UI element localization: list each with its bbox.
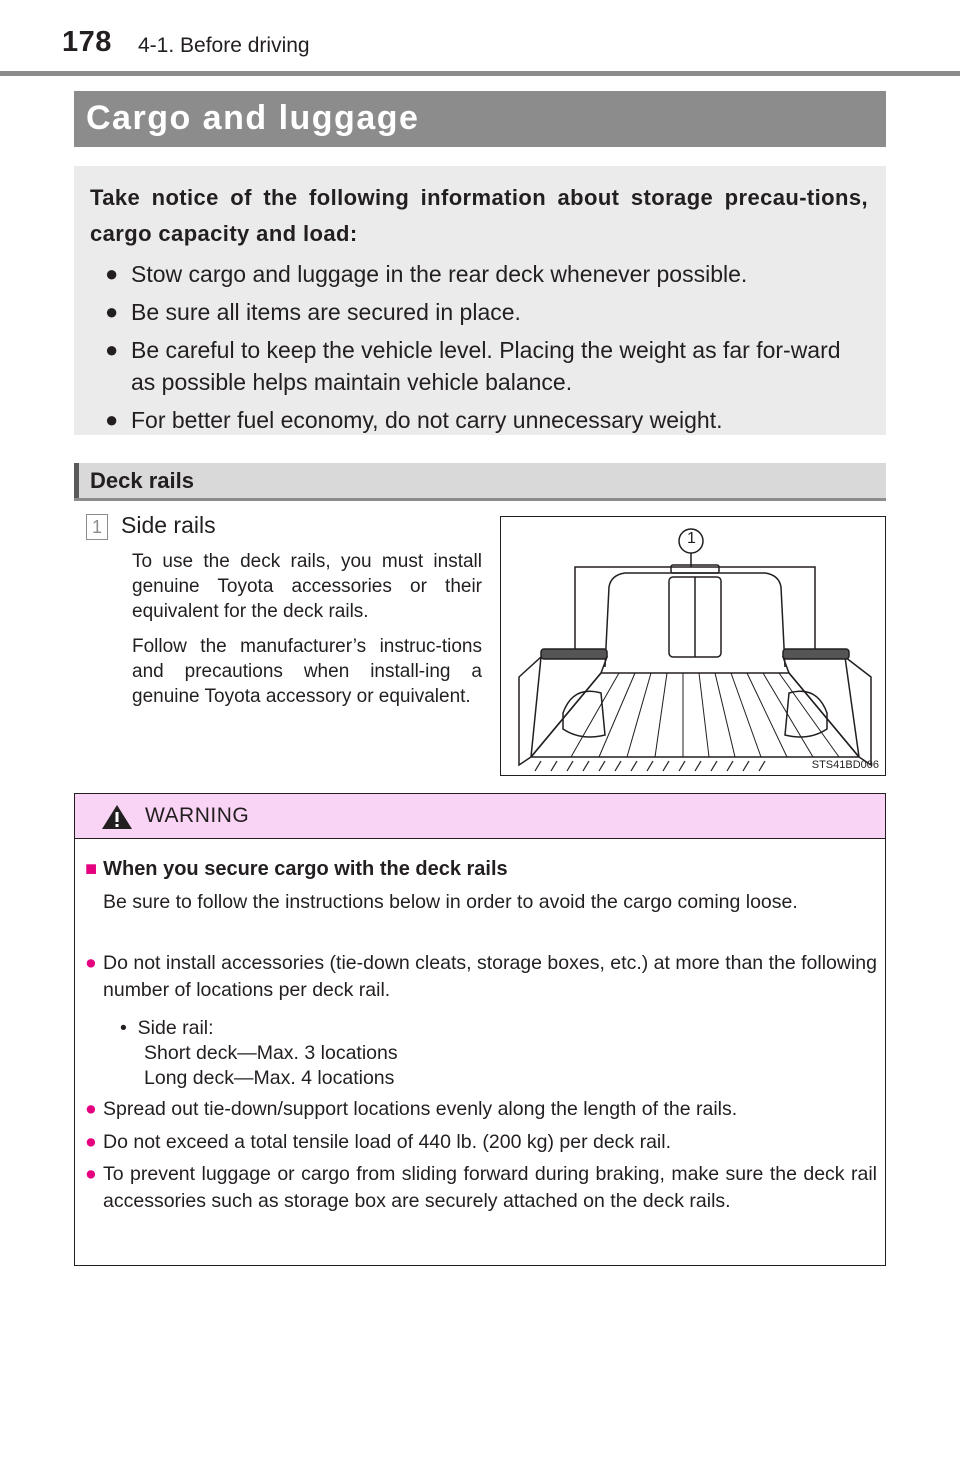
list-item: ● For better fuel economy, do not carry unnecessary weight.	[90, 404, 868, 436]
truck-bed-drawing	[501, 517, 885, 775]
heading-rule	[74, 498, 886, 501]
title-bar	[74, 91, 886, 147]
warning-box	[74, 793, 886, 1266]
truck-bed-illustration	[500, 516, 886, 776]
warning-header	[75, 794, 885, 839]
bullet-icon: ●	[105, 261, 119, 286]
figure-code: STS41BD006	[811, 759, 879, 771]
square-bullet-icon: ■	[85, 858, 98, 880]
bullet-icon: ●	[105, 299, 119, 324]
list-item: ● To prevent luggage or cargo from sliding forward during braking, make sure the deck rail accessories such as storage box are securely attached on the deck rails.	[85, 1163, 877, 1212]
deck-rails-heading-text: Deck rails	[90, 468, 194, 493]
warning-triangle-icon	[101, 804, 133, 830]
page-title: Cargo and luggage	[86, 99, 420, 137]
paragraph: To use the deck rails, you must install genuine Toyota accessories or their equivalent for the deck rails.	[132, 551, 482, 622]
list-item: ● Be sure all items are secured in place.	[90, 296, 868, 328]
bullet-icon: ●	[85, 1163, 97, 1185]
bullet-icon: ●	[105, 337, 119, 362]
list-item: ● Do not exceed a total tensile load of 440 lb. (200 kg) per deck rail.	[85, 1129, 877, 1156]
page-number: 178	[62, 26, 112, 58]
list-item: ● Spread out tie-down/support locations evenly along the length of the rails.	[85, 1096, 877, 1123]
header-rule	[0, 71, 960, 76]
intro-list	[90, 258, 868, 436]
paragraph: Follow the manufacturer’s instruc-tions and precautions when install-ing a genuine Toyota accessory or equivalent.	[132, 636, 482, 707]
item-number-badge: 1	[86, 514, 108, 540]
bullet-icon: ●	[85, 1131, 97, 1153]
warning-label: WARNING	[145, 804, 250, 827]
side-rails-description	[132, 549, 482, 719]
bullet-icon: ●	[85, 952, 97, 974]
deck-rails-heading	[74, 463, 886, 501]
bullet-icon: ●	[85, 1098, 97, 1120]
sub-list-line: Long deck—Max. 4 locations	[144, 1067, 395, 1089]
side-rails-title: Side rails	[121, 512, 216, 538]
warning-intro: Be sure to follow the instructions below in order to avoid the cargo coming loose.	[103, 891, 798, 913]
list-item: ● Be careful to keep the vehicle level. Placing the weight as far for-ward as possible helps maintain vehicle balance.	[90, 334, 868, 398]
figure-callout: 1	[687, 530, 696, 547]
intro-lead: Take notice of the following information about storage precau-tions, cargo capacity and load:	[90, 185, 868, 246]
heading-accent-bar	[74, 463, 79, 501]
list-item: ● Stow cargo and luggage in the rear deck whenever possible.	[90, 258, 868, 290]
warning-subheading: ■ When you secure cargo with the deck rails	[85, 858, 508, 880]
bullet-icon: ●	[105, 407, 119, 432]
small-bullet-icon: •	[120, 1017, 127, 1039]
list-item: ● Do not install accessories (tie-down cleats, storage boxes, etc.) at more than the following number of locations per deck rail.	[85, 952, 877, 1001]
sub-list-line: Short deck—Max. 3 locations	[144, 1042, 398, 1064]
section-label: 4-1. Before driving	[138, 34, 310, 57]
intro-box	[74, 166, 886, 435]
sub-list-item: • Side rail:	[120, 1017, 214, 1039]
